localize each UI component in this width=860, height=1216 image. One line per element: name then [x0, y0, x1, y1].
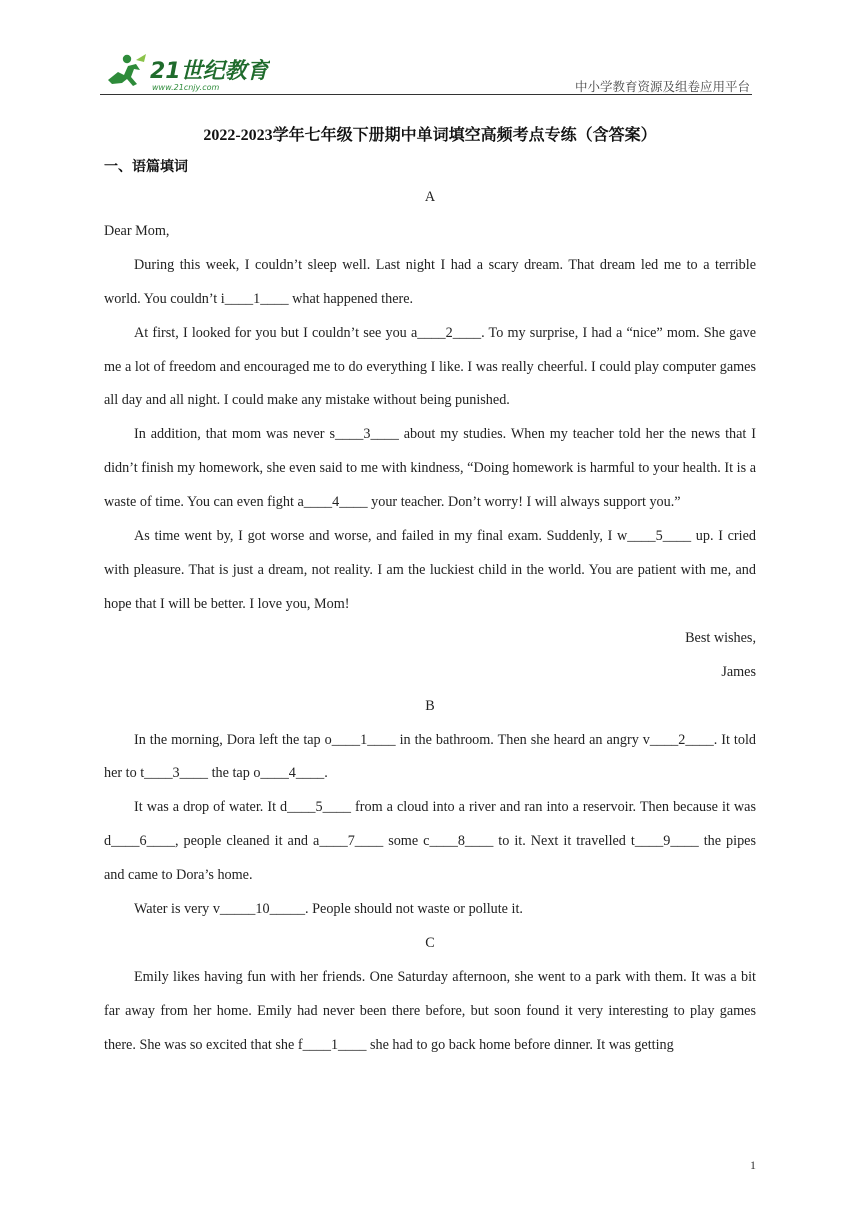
brand-logo	[100, 50, 270, 94]
paragraph: It was a drop of water. It d____5____ from a cloud into a river and ran into a reservoir. Then because it was d____6____, people cleaned it and a____7____ some c____8____ to it. Next it travelled t____9____ the pipes and came to Dora’s home.	[104, 799, 756, 884]
passage-c-label: C	[425, 934, 435, 951]
passage-content	[104, 181, 756, 1063]
paragraph: In addition, that mom was never s____3____ about my studies. When my teacher told her the news that I didn’t finish my homework, she even said to me with kindness, “Doing homework is harmful to your health. It is a waste of time. You can even fight a____4____ your teacher. Don’t worry! I will always support you.”	[104, 426, 756, 511]
paragraph: At first, I looked for you but I couldn’t see you a____2____. To my surprise, I had a “nice” mom. She gave me a lot of freedom and encouraged me to do everything I like. I was really cheerful. I could play computer games all day and all night. I could make any mistake without being punished.	[104, 324, 756, 409]
page-header	[100, 50, 752, 95]
paragraph: As time went by, I got worse and worse, and failed in my final exam. Suddenly, I w____5____ up. I cried with pleasure. That is just a dream, not reality. I am the luckiest child in the world. You are patient with me, and hope that I will be better. I love you, Mom!	[104, 528, 756, 612]
paragraph: In the morning, Dora left the tap o____1____ in the bathroom. Then she heard an angry v____2____. It told her to t____3____ the tap o____4____.	[104, 731, 756, 782]
letter-signature: James	[721, 663, 756, 680]
logo-url: www.21cnjy.com	[152, 83, 220, 92]
paragraph: Water is very v_____10_____. People should not waste or pollute it.	[134, 901, 523, 918]
letter-closing: Best wishes,	[685, 629, 756, 646]
section-heading: 一、语篇填词	[104, 159, 188, 175]
page-number: 1	[750, 1158, 756, 1172]
passage-a-label: A	[424, 189, 436, 205]
passage-b-label: B	[425, 697, 435, 714]
paragraph: During this week, I couldn’t sleep well. Last night I had a scary dream. That dream led me to a terrible world. You couldn’t i____1____ what happened there.	[104, 256, 756, 307]
paragraph: Emily likes having fun with her friends. One Saturday afternoon, she went to a park with them. It was a bit far away from her home. Emily had never been there before, but soon found it very interesting to play games there. She was so excited that she f____1____ she had to go back home before dinner. It was getting	[104, 968, 756, 1053]
letter-greeting: Dear Mom,	[104, 222, 170, 239]
header-platform-text: 中小学教育资源及组卷应用平台	[574, 79, 750, 94]
logo-text: 21世纪教育	[150, 59, 269, 84]
page-title: 2022-2023学年七年级下册期中单词填空高频考点专练（含答案）	[203, 127, 657, 144]
